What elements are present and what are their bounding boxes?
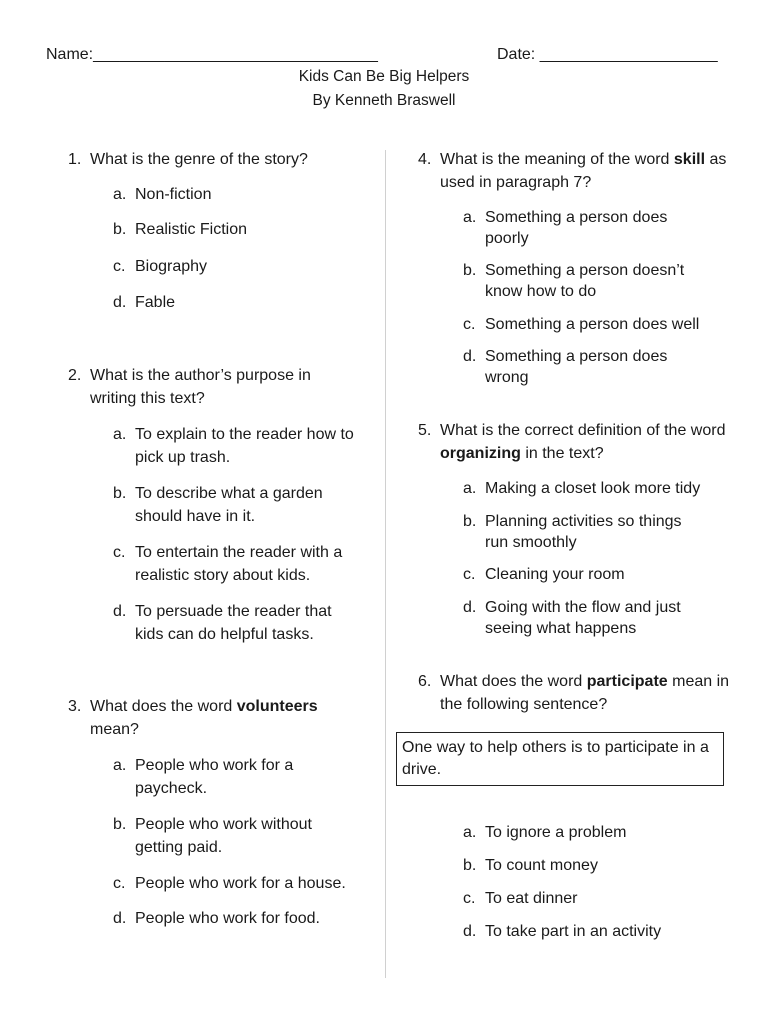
question-number: 4. [418, 151, 432, 168]
date-label: Date: [497, 46, 536, 63]
question-number: 1. [68, 151, 82, 168]
byline: By Kenneth Braswell [312, 92, 456, 109]
example-sentence-box: One way to help others is to participate in a drive. [396, 732, 724, 786]
key-word: volunteers [236, 698, 318, 715]
question-stem: What is the meaning of the word skill as used in paragraph 7? [440, 151, 727, 191]
key-word: organizing [440, 445, 521, 462]
key-word: skill [673, 151, 706, 168]
question-number: 5. [418, 422, 432, 439]
question-stem: What does the word volunteers mean? [90, 698, 318, 738]
page-title: Kids Can Be Big Helpers [298, 68, 470, 85]
question-number: 2. [68, 367, 82, 384]
name-line [46, 46, 378, 64]
column-divider [385, 150, 386, 978]
name-label: Name: [46, 46, 94, 63]
date-line [497, 46, 718, 64]
question-stem: What does the word participate mean in the following sentence? [440, 673, 730, 713]
question-number: 3. [68, 698, 82, 715]
name-blank: ________________________________ [93, 46, 378, 63]
question-number: 6. [418, 673, 432, 690]
question-stem: What is the correct definition of the word organizing in the text? [440, 422, 726, 462]
date-blank: ____________________ [539, 46, 718, 63]
question-stem: What is the author’s purpose in writing this text? [90, 367, 311, 407]
question-stem: What is the genre of the story? [90, 151, 308, 168]
key-word: participate [586, 673, 668, 690]
